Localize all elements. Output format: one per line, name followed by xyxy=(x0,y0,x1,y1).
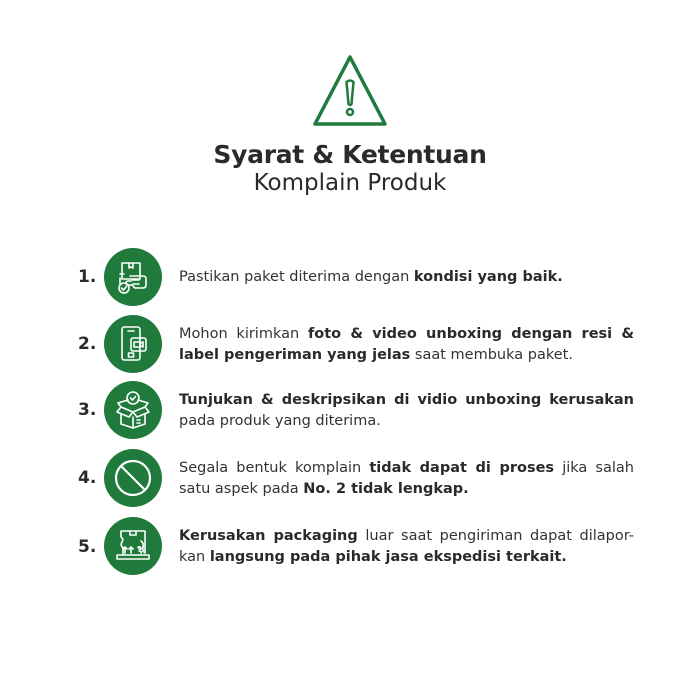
item-text: Tunjukan & deskripsikan di vidio unboxing kerusakan pada produk yang diterima. xyxy=(179,392,634,429)
list-item xyxy=(0,448,700,508)
item-number: 5. xyxy=(78,537,97,557)
item-text: Kerusakan packaging luar saat pengiriman dapat dilapor-kan langsung pada pihak jasa ekspedisi terkait. xyxy=(179,528,634,565)
list-item xyxy=(0,381,700,441)
item-number: 4. xyxy=(78,468,97,488)
warning-triangle-icon xyxy=(311,52,389,130)
page-subtitle: Komplain Produk xyxy=(253,170,447,196)
item-text: Mohon kirimkan foto & video unboxing dengan resi & label pengeriman yang jelas saat membuka paket. xyxy=(179,326,634,363)
list-item xyxy=(0,248,700,308)
item-number: 2. xyxy=(78,334,97,354)
item-text: Segala bentuk komplain tidak dapat di proses jika salah satu aspek pada No. 2 tidak lengkap. xyxy=(179,460,634,497)
prohibited-icon xyxy=(104,449,162,507)
item-number: 1. xyxy=(78,267,97,287)
package-received-hand-icon xyxy=(104,248,162,306)
list-item xyxy=(0,314,700,374)
list-item xyxy=(0,516,700,576)
damaged-package-icon xyxy=(104,517,162,575)
item-number: 3. xyxy=(78,400,97,420)
item-text: Pastikan paket diterima dengan kondisi yang baik. xyxy=(179,269,563,285)
phone-video-icon xyxy=(104,315,162,373)
page-title: Syarat & Ketentuan xyxy=(213,140,487,169)
open-box-check-icon xyxy=(104,381,162,439)
